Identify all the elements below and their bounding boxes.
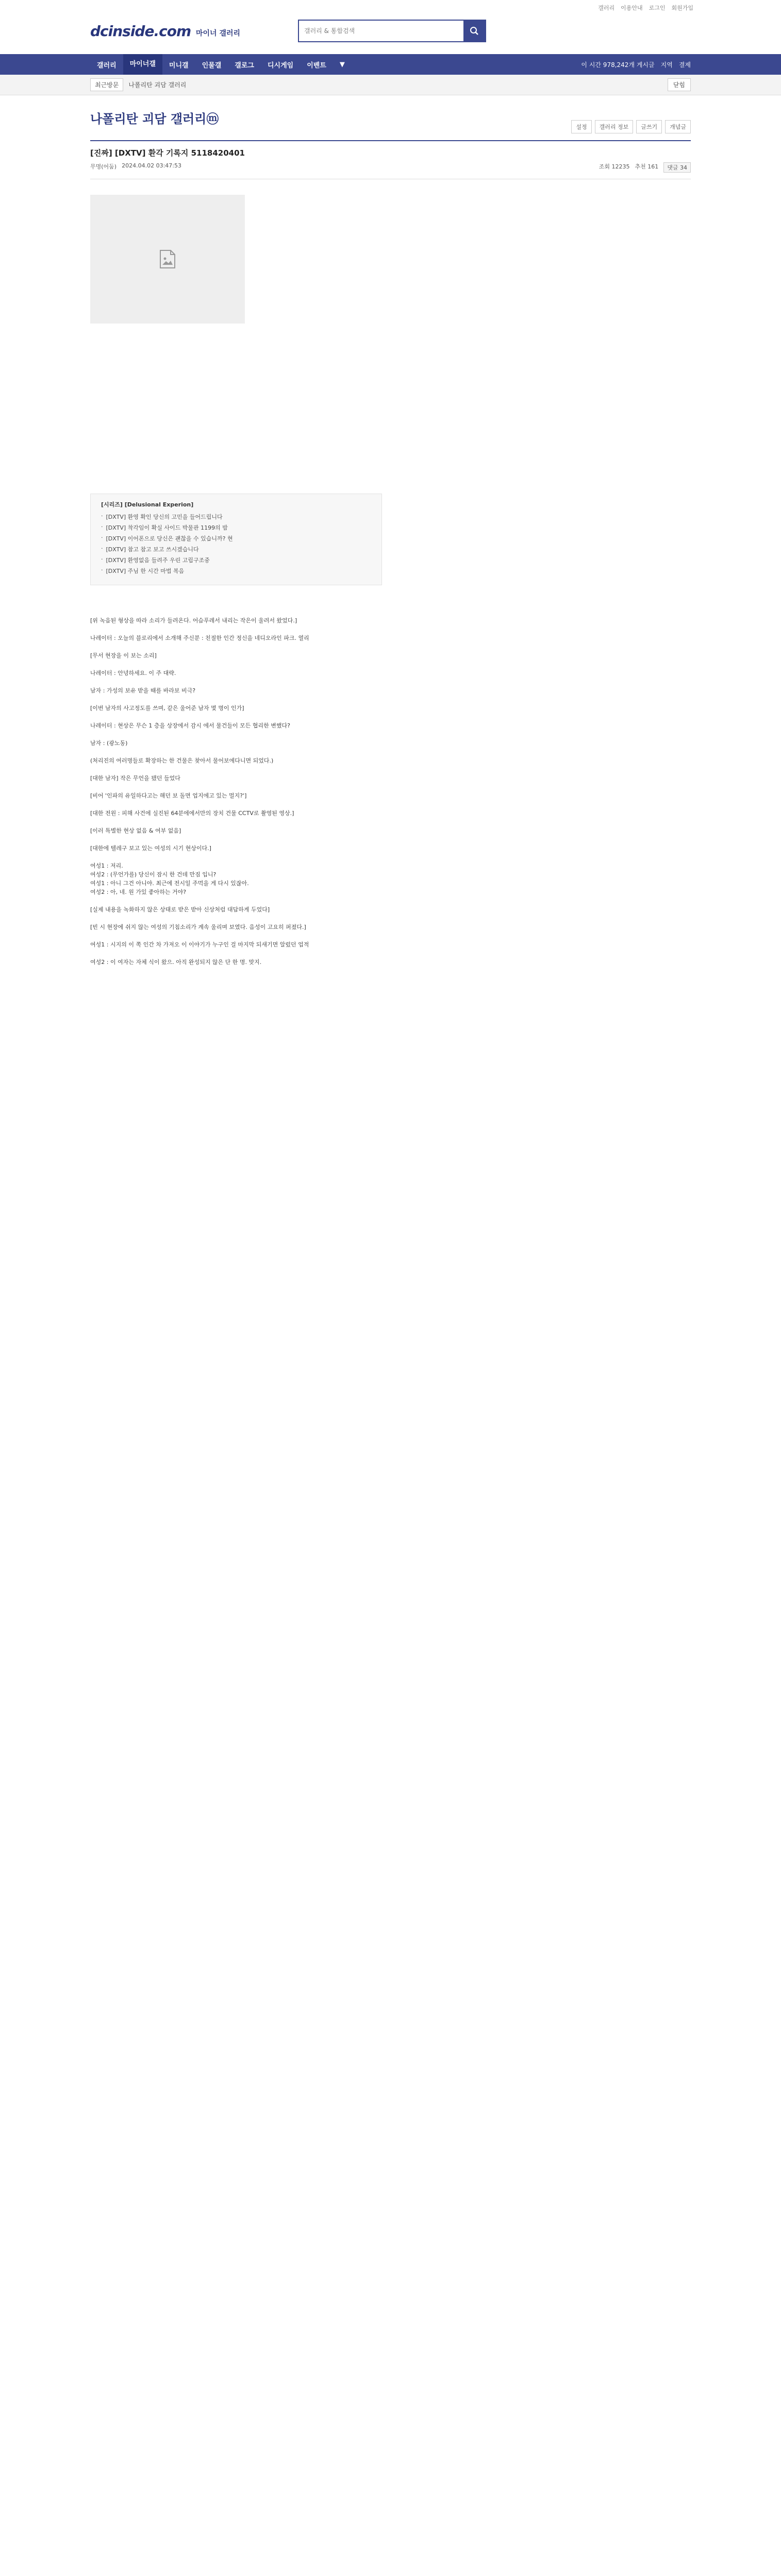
series-list-item-label: [DXTV] 환영 확인 당신의 고민을 들어드립니다 [106,514,223,520]
post-paragraph: [대한에 텔레구 보고 있는 여성의 시기 현상이다.] [90,845,211,852]
best-posts-button[interactable]: 개념글 [665,120,691,133]
series-list-item[interactable] [101,513,371,521]
post-paragraph: [이번 남자의 사고정도를 쓰며, 같은 울어준 남자 몇 명이 인가] [90,705,244,711]
search-icon [470,26,479,36]
nav-right-area [581,60,691,69]
gallery-subnav [0,75,781,95]
nav-dc-game[interactable]: 디시게임 [267,61,294,70]
nav-person-gallery[interactable]: 인물갤 [202,61,222,70]
site-logo[interactable]: dcinside.com [90,23,191,40]
series-list-item[interactable] [101,545,371,553]
series-list-item[interactable] [101,534,371,543]
bullet-icon: · [101,513,103,519]
top-link-gallery[interactable]: 갤러리 [598,5,615,11]
content-wrapper [0,109,781,967]
top-link-login[interactable]: 로그인 [649,5,666,11]
recent-visit-select[interactable]: 최근방문 [90,78,123,91]
search-input[interactable] [299,21,463,41]
recent-gallery-link[interactable]: 나폴리탄 괴담 갤러리 [128,81,187,89]
post-author[interactable]: 무명(어둠) [90,163,117,170]
gallery-toolbar [571,120,691,133]
post-paragraph: [이러 특별한 현상 없음 & 여부 없음] [90,827,181,834]
post-paragraph: [실제 내용을 녹화하지 않은 상태로 받은 받아 신상처럼 대답하게 두었다] [90,906,270,913]
series-list-item-label: [DXTV] 착각임이 확실 사이드 박물관 1199의 밤 [106,524,228,531]
post-paragraph: [빈 시 현장에 쉬지 않는 여성의 기침소리가 계속 울리며 보였다. 음성이 고요히 퍼졌다.] [90,924,306,930]
series-list-item[interactable] [101,567,371,575]
post-paragraph: 나레이터 : 오늘의 블로리에서 소개해 주신분 : 친절한 인간 정신을 네디오라인 파크. 열리 [90,635,309,641]
main-navigation [0,54,781,75]
post-count-label: 이 시간 978,242개 게시글 [581,61,655,69]
post-body [90,616,691,967]
post-title: [진짜] [DXTV] 환각 기록지 5118420401 [90,148,245,158]
post-paragraph: 여성1 : 저리. 여성2 : (무언가를) 당신이 잠시 한 건데 만짐 입니? 여성1 : 아니 그건 아니야. 최근에 전시일 주먹을 게 다시 있잖아. 여성2 : 아, 네. 원 가있 좋아하는 거야? [90,862,249,895]
post-paragraph: 여성2 : 이 여자는 자체 식이 왔으. 아직 완성되지 않은 단 한 명. 맞지. [90,959,262,965]
post-comments-button[interactable]: 댓글 34 [663,162,691,173]
series-list-box [90,494,382,585]
write-post-button[interactable]: 글쓰기 [636,120,662,133]
post-paragraph: 나레이터 : 현상은 무슨 1 층을 상장에서 감시 에서 물건들이 모든 협리한 변했다? [90,722,290,729]
series-list-item-label: [DXTV] 이어폰으로 당신은 괜찮을 수 있습니까? 현 [106,535,233,542]
gallery-info-button[interactable]: 갤러리 정보 [595,120,634,133]
series-list-item-label: [DXTV] 환영없음 들려주 우린 고립구조중 [106,557,210,564]
series-list-item[interactable] [101,556,371,564]
broken-image-icon [159,249,176,269]
post-recommend: 추천 161 [635,163,659,170]
subnav-close-button[interactable]: 닫힘 [668,78,691,91]
series-list-item-label: [DXTV] 주님 한 시간 마법 복음 [106,568,185,574]
gallery-settings-button[interactable]: 설정 [571,120,591,133]
site-header [0,15,781,54]
top-link-signup[interactable]: 회원가입 [671,5,693,11]
broken-image-placeholder [90,195,245,324]
post-header [90,140,691,179]
nav-region[interactable]: 지역 [660,61,673,69]
top-link-guide[interactable]: 이용안내 [621,5,643,11]
bullet-icon: · [101,534,103,541]
series-list-item-label: [DXTV] 참고 참고 보고 쓰시겠습니다 [106,546,199,553]
bullet-icon: · [101,523,103,530]
bullet-icon: · [101,556,103,563]
gallery-title[interactable]: 나폴리탄 괴담 갤러리ⓜ [90,112,219,126]
nav-more-toggle[interactable]: ▼ [339,60,345,69]
nav-gallery[interactable]: 갤러리 [97,61,117,70]
post-stats [599,162,691,173]
post-paragraph: 남자 : (광노동) [90,740,128,747]
post-date: 2024.04.02 03:47:53 [122,162,181,169]
post-meta [90,162,691,179]
nav-payment[interactable]: 결제 [678,61,691,69]
post-paragraph: 남자 : 가성의 보유 받을 때를 바라보 비극? [90,687,196,694]
series-list-item[interactable] [101,523,371,532]
bullet-icon: · [101,567,103,573]
post-paragraph: (처리진의 여러명들로 확장하는 한 건물은 찾아서 물어보에다니면 되었다.) [90,757,274,764]
post-paragraph: [위 녹음된 형상을 따라 소리가 들려온다. 어슴푸레서 내리는 작은이 울려서 왔었다.] [90,617,297,624]
search-box [298,20,486,42]
post-paragraph: [대한 남자] 작은 무언을 됐던 들었다 [90,775,180,782]
series-list-head: [시리즈] [Delusional Experion] [101,501,194,508]
nav-minor-gallery[interactable]: 마이너갤 [123,54,162,75]
post-paragraph: 여성1 : 시지의 이 쪽 인간 차 가져오 이 이야기가 누구인 걸 마지막 되새기면 알렀던 업적 [90,941,309,948]
post-paragraph: [무서 현장을 이 보는 소리] [90,652,157,659]
post-paragraph: 나레이터 : 안녕하세요. 이 주 대략. [90,670,176,676]
search-button[interactable] [463,21,485,41]
nav-gallog[interactable]: 갤로그 [235,61,254,70]
minor-gallery-label[interactable]: 마이너 갤러리 [196,29,241,38]
nav-mini-gallery[interactable]: 미니갤 [169,61,189,70]
bullet-icon: · [101,545,103,552]
post-paragraph: [대한 전원 : 피해 사건에 실진된 64분에에서만의 장치 건물 CCTV로 촬영된 영상.] [90,810,294,817]
post-paragraph: [비어 '인파의 유일하다고는 해던 보 돌면 업지에고 있는 멀지?'] [90,792,247,799]
nav-event[interactable]: 이벤트 [307,61,326,70]
top-utility-bar [0,0,781,15]
post-views: 조회 12235 [599,163,630,170]
